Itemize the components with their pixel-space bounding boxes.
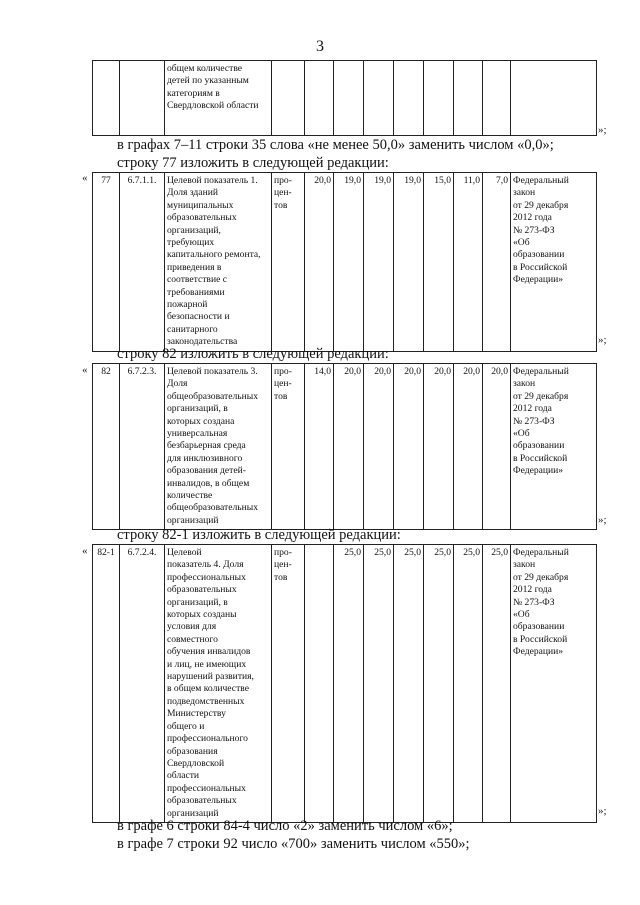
paragraph: строку 82 изложить в следующей редакции: <box>117 346 389 362</box>
cell-num: 77 <box>93 173 120 352</box>
closing-quote: »; <box>598 514 607 526</box>
page-number: 3 <box>316 38 324 55</box>
cell-value: 25,0 <box>394 545 424 823</box>
cell-value: 14,0 <box>305 364 334 530</box>
cell-value: 11,0 <box>454 173 483 352</box>
paragraph: строку 77 изложить в следующей редакции: <box>117 155 389 171</box>
cell-value: 25,0 <box>424 545 454 823</box>
cell-unit <box>272 61 305 136</box>
cell-unit: про- цен- тов <box>272 364 305 530</box>
cell-law: Федеральный закон от 29 декабря 2012 года № 273-ФЗ «Об образовании в Российской Федерации» <box>511 545 597 823</box>
closing-quote: »; <box>598 805 607 817</box>
cell-value: 20,0 <box>364 364 394 530</box>
paragraph: в графе 7 строки 92 число «700» заменить числом «550»; <box>117 836 470 852</box>
cell-indicator-text: общем количестве детей по указанным категориям в Свердловской области <box>165 61 272 136</box>
cell-value: 19,0 <box>394 173 424 352</box>
cell-value: 25,0 <box>483 545 511 823</box>
cell-num: 82-1 <box>93 545 120 823</box>
paragraph: в графе 6 строки 84-4 число «2» заменить числом «6»; <box>117 818 453 834</box>
closing-quote: »; <box>598 124 607 136</box>
opening-quote: « <box>82 545 88 557</box>
paragraph: строку 82-1 изложить в следующей редакции: <box>117 527 401 543</box>
cell-value: 7,0 <box>483 173 511 352</box>
cell-value: 20,0 <box>483 364 511 530</box>
cell-value: 15,0 <box>424 173 454 352</box>
cell-law: Федеральный закон от 29 декабря 2012 года № 273-ФЗ «Об образовании в Российской Федерации» <box>511 364 597 530</box>
cell-value: 19,0 <box>364 173 394 352</box>
cell-unit: про- цен- тов <box>272 545 305 823</box>
cell-value: 20,0 <box>305 173 334 352</box>
cell-value: 19,0 <box>334 173 364 352</box>
cell-value <box>305 545 334 823</box>
cell-value: 20,0 <box>334 364 364 530</box>
closing-quote: »; <box>598 334 607 346</box>
paragraph: в графах 7–11 строки 35 слова «не менее 50,0» заменить числом «0,0»; <box>117 137 554 153</box>
cell-unit: про- цен- тов <box>272 173 305 352</box>
cell-code: 6.7.2.3. <box>120 364 165 530</box>
cell-value: 20,0 <box>454 364 483 530</box>
cell-indicator-text: Целевой показатель 3. Доля общеобразовательных организаций, в которых создана универсальная безбарьерная среда для инклюзивного образования детей- инвалидов, в общем количестве общеобразовательных организаций <box>165 364 272 530</box>
cell-value: 20,0 <box>394 364 424 530</box>
table-row-77 <box>92 172 597 352</box>
cell-code: 6.7.1.1. <box>120 173 165 352</box>
cell-indicator-text: Целевой показатель 1. Доля зданий муниципальных образовательных организаций, требующих капитального ремонта, приведения в соответствие с требованиями пожарной безопасности и санитарного законодательства <box>165 173 272 352</box>
table-row-82-1 <box>92 544 597 823</box>
cell-code <box>120 61 165 136</box>
cell-value: 20,0 <box>424 364 454 530</box>
table-row-82 <box>92 363 597 530</box>
cell-code: 6.7.2.4. <box>120 545 165 823</box>
cell-law: Федеральный закон от 29 декабря 2012 года № 273-ФЗ «Об образовании в Российской Федерации» <box>511 173 597 352</box>
cell-value: 25,0 <box>454 545 483 823</box>
table-fragment-top <box>92 60 597 136</box>
opening-quote: « <box>82 172 88 184</box>
opening-quote: « <box>82 364 88 376</box>
cell-law <box>511 61 597 136</box>
cell-value: 25,0 <box>334 545 364 823</box>
cell-num: 82 <box>93 364 120 530</box>
cell-value: 25,0 <box>364 545 394 823</box>
cell-indicator-text: Целевой показатель 4. Доля профессиональных образовательных организаций, в которых созданы условия для совместного обучения инвалидов и лиц, не имеющих нарушений развития, в общем количестве подведомственных Министерству общего и профессионального образования Свердловской области профессиональных образовательных организаций <box>165 545 272 823</box>
cell-num <box>93 61 120 136</box>
